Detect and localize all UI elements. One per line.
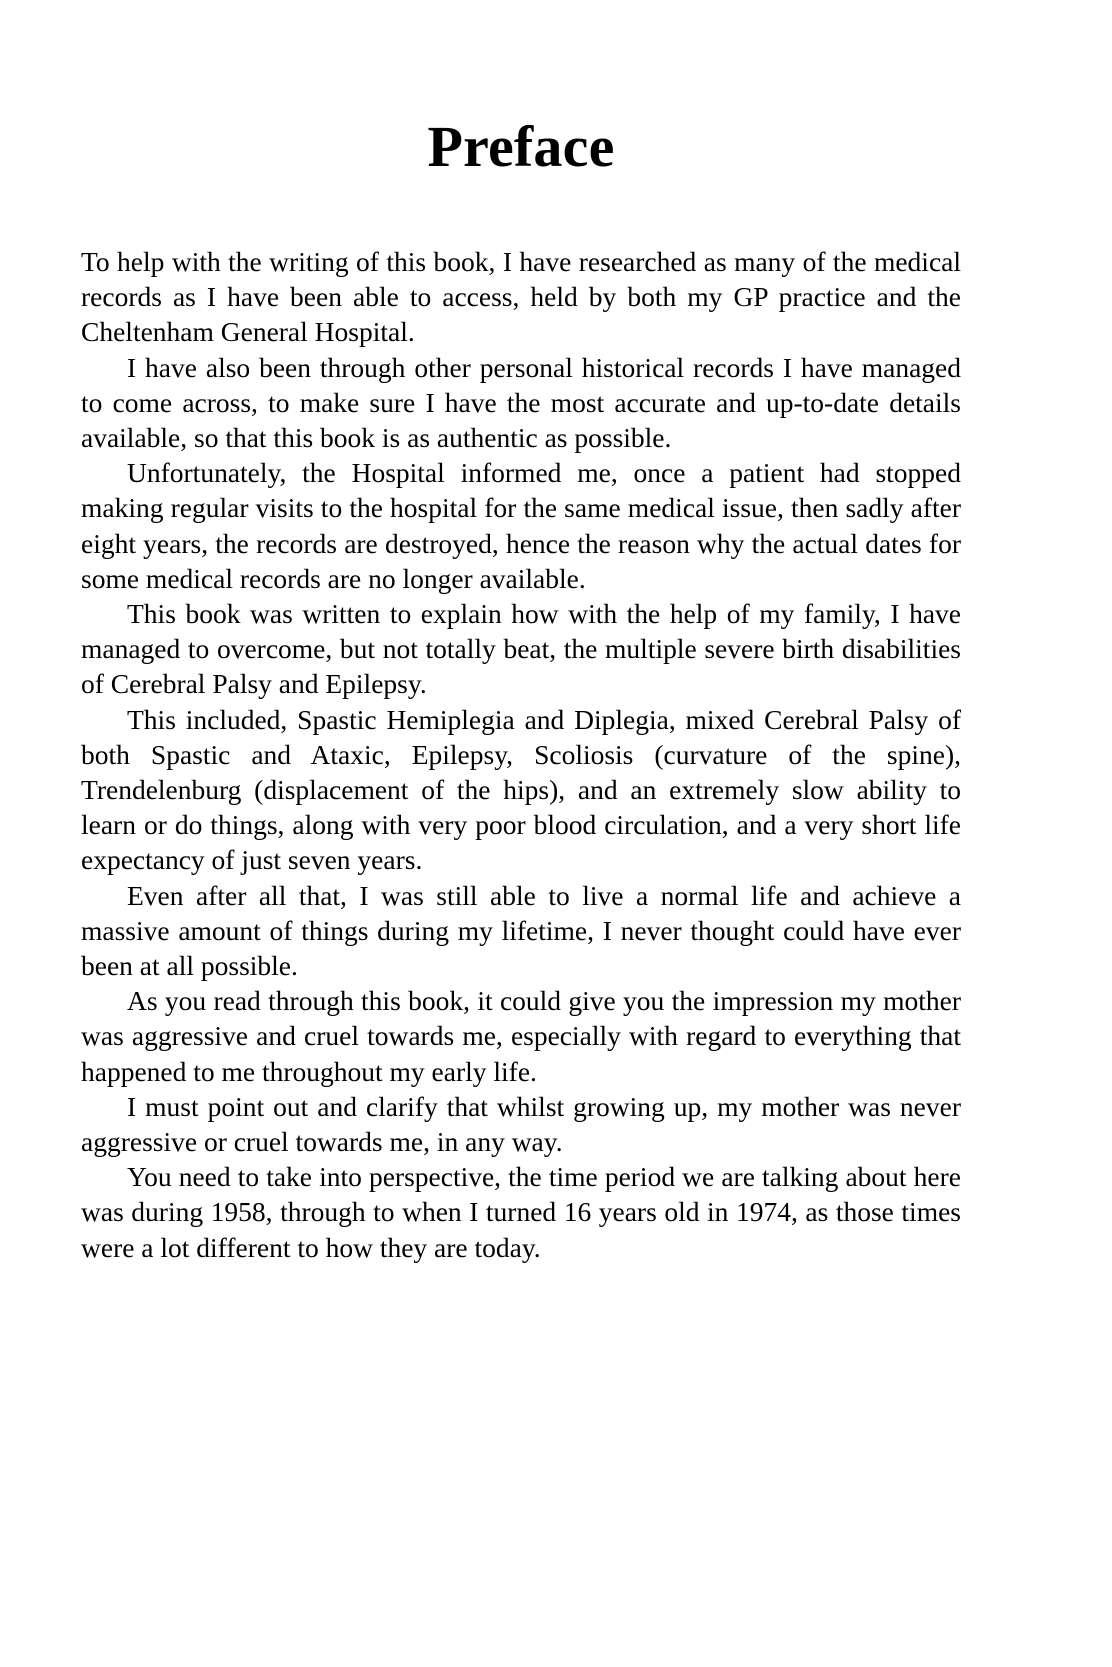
paragraph-7: As you read through this book, it could give you the impression my mother was aggressive and cruel towards me, especially with regard to everything that happened to me throughout my early life. [81, 985, 961, 1087]
paragraph-9: You need to take into perspective, the time period we are talking about here was during 1958, through to when I turned 16 years old in 1974, as those times were a lot different to how they are today. [81, 1161, 961, 1263]
paragraph-2: I have also been through other personal historical records I have managed to come across, to make sure I have the most accurate and up-to-date details available, so that this book is as authentic as possible. [81, 351, 961, 454]
body-text-block [81, 244, 961, 1265]
paragraph-8: I must point out and clarify that whilst growing up, my mother was never aggressive or cruel towards me, in any way. [81, 1090, 961, 1158]
paragraph-3: Unfortunately, the Hospital informed me, once a patient had stopped making regular visits to the hospital for the same medical issue, then sadly after eight years, the records are destroyed, hence the reason why the actual dates for some medical records are no longer available. [81, 457, 961, 594]
paragraph-6: Even after all that, I was still able to live a normal life and achieve a massive amount of things during my lifetime, I never thought could have ever been at all possible. [81, 879, 961, 982]
paragraph-4: This book was written to explain how with the help of my family, I have managed to overcome, but not totally beat, the multiple severe birth disabilities of Cerebral Palsy and Epilepsy. [81, 598, 961, 700]
paragraph-5: This included, Spastic Hemiplegia and Diplegia, mixed Cerebral Palsy of both Spastic and Ataxic, Epilepsy, Scoliosis (curvature of the spine), Trendelenburg (displacement of the hips), and an extremely slow ability to learn or do things, along with very poor blood circulation, and a very short life expectancy of just seven years. [81, 703, 961, 876]
paragraph-1: To help with the writing of this book, I have researched as many of the medical records as I have been able to access, held by both my GP practice and the Cheltenham General Hospital. [81, 246, 961, 348]
page-title: Preface [427, 114, 615, 179]
page-content-column [81, 0, 961, 1265]
